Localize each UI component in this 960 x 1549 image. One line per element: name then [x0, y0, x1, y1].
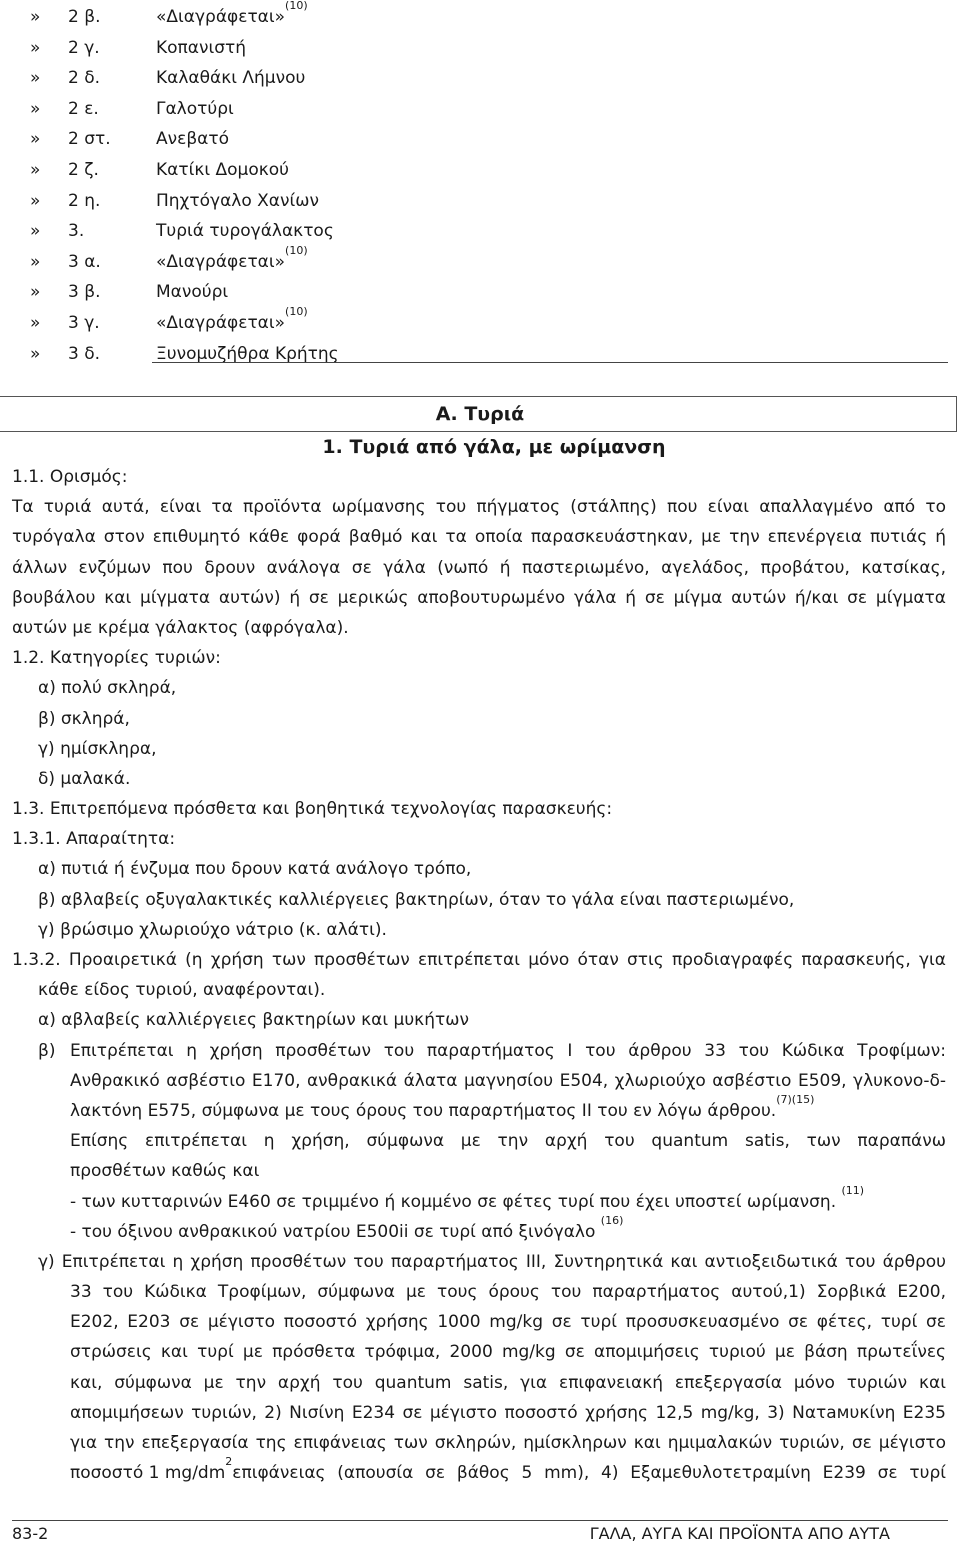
categories-heading: 1.2. Κατηγορίες τυριών: — [12, 648, 221, 669]
toc-arrow: » — [30, 7, 41, 27]
toc-number: 3 α. — [68, 251, 101, 272]
optional-c-line: στρώσεις και τυρί με πρόσθετα τρόφιμα, 2000 mg/kg σε απομιμήσεις τυριού με βάση πρωτεΐνες — [70, 1342, 946, 1363]
optional-c-line: απομιμήσεων τυριών, 2) Νισίνη Ε234 σε μέγιστο ποσοστό χρήσης 12,5 mg/kg, 3) Νατамυκίνη Ε235 — [70, 1402, 946, 1423]
footnote-ref: (10) — [285, 243, 308, 257]
definition-heading: 1.1. Ορισμός: — [12, 467, 128, 487]
toc-title — [156, 155, 289, 186]
optional-c-line: Ε202, Ε203 σε μέγιστο ποσοστό χρήσης 1000 mg/kg σε τυρί προσυσκευασμένο σε φέτες, τυρί σε — [70, 1312, 946, 1333]
optional-b-line: Επιτρέπεται η χρήση προσθέτων του παραρτήματος Ι του άρθρου 33 του Κώδικα Τροφίμων: — [70, 1040, 946, 1061]
toc-number: 2 β. — [68, 7, 101, 27]
footer-divider — [12, 1520, 948, 1521]
toc-arrow: » — [30, 68, 41, 89]
toc-arrow: » — [30, 190, 41, 211]
toc-number: 2 γ. — [68, 37, 100, 58]
toc-arrow: » — [30, 129, 41, 150]
optional-b-text: - των κυτταρινών Ε460 σε τριμμένο ή κομμένο σε φέτες τυρί που έχει υποστεί ωρίμανση. — [70, 1191, 837, 1212]
optional-b-line — [12, 1213, 946, 1247]
toc-arrow: » — [30, 251, 41, 272]
optional-c-line: και, σύμφωνα με την αρχή του quantum satis, για επιφανειακή επεξεργασία μόνο τυριών και — [70, 1372, 946, 1393]
required-item: β) αβλαβείς οξυγαλακτικές καλλιέργειες βακτηρίων, όταν το γάλα είναι παστεριωμένο, — [38, 889, 795, 910]
toc-row — [30, 94, 950, 125]
toc-arrow: » — [30, 37, 41, 58]
toc-title-text: Ανεβατό — [156, 129, 230, 150]
toc-number: 3 δ. — [68, 343, 101, 364]
optional-b-line — [12, 1092, 946, 1126]
optional-b-line — [12, 1183, 946, 1217]
toc-title-text: Καλαθάκι Λήμνου — [156, 68, 306, 89]
toc-title — [156, 339, 339, 370]
required-heading: 1.3.1. Απαραίτητα: — [12, 829, 176, 850]
toc-number: 2 η. — [68, 190, 101, 211]
category-item: β) σκληρά, — [38, 708, 130, 729]
definition-line: βουβάλου και μίγματα αυτών) ή σε μερικώς αποβουτυρωμένο γάλα ή σε μίγμα αυτών ή/και σε μίγματα — [12, 587, 946, 608]
toc-arrow: » — [30, 312, 41, 333]
required-item: α) πυτιά ή ένζυμα που δρουν κατά ανάλογο τρόπο, — [38, 859, 472, 880]
toc-row — [30, 304, 950, 339]
footnote-ref: (7)(15) — [776, 1092, 815, 1106]
toc-title — [156, 33, 246, 64]
category-item: γ) ημίσκληρα, — [38, 738, 157, 759]
optional-b-line: προσθέτων καθώς και — [70, 1161, 260, 1182]
optional-item-a: α) αβλαβείς καλλιέργειες βακτηρίων και μυκήτων — [38, 1010, 469, 1031]
toc-row — [30, 277, 950, 308]
toc-title-text: Πηχτόγαλο Χανίων — [156, 190, 319, 211]
toc-row — [30, 33, 950, 64]
toc-list — [30, 2, 950, 369]
page-number: 83-2 — [12, 1524, 49, 1543]
toc-title-text: Γαλοτύρι — [156, 98, 234, 119]
toc-divider — [152, 362, 948, 363]
document-body — [12, 462, 946, 1488]
toc-title-text: «Διαγράφεται» — [156, 7, 286, 27]
subsection-title: 1. Τυριά από γάλα, με ωρίμανση — [322, 436, 666, 458]
footnote-ref: (16) — [600, 1213, 624, 1227]
toc-number: 2 δ. — [68, 68, 101, 89]
toc-row — [30, 216, 950, 247]
optional-c-line — [12, 1455, 946, 1488]
toc-row — [30, 339, 950, 370]
toc-title — [156, 243, 308, 278]
toc-row — [30, 186, 950, 217]
optional-c-text: ποσοστό 1 mg/dm — [70, 1463, 226, 1484]
toc-title-text: Κατίκι Δομοκού — [156, 159, 290, 180]
toc-row — [30, 124, 950, 155]
superscript: 2 — [225, 1455, 233, 1469]
footnote-ref: (11) — [841, 1183, 865, 1197]
toc-title — [156, 63, 305, 94]
toc-title-text: Τυριά τυρογάλακτος — [156, 221, 334, 242]
toc-number: 3 β. — [68, 282, 101, 303]
footer-title: ΓΑΛΑ, ΑΥΓΑ ΚΑΙ ΠΡΟΪΟΝΤΑ ΑΠΟ ΑΥΤΑ — [589, 1524, 890, 1543]
toc-number: 2 στ. — [68, 129, 111, 150]
optional-b-line: Ανθρακικό ασβέστιο Ε170, ανθρακικά άλατα μαγνησίου Ε504, χλωριούχο ασβέστιο Ε509, γλυκονο-δ- — [70, 1070, 946, 1091]
additives-heading: 1.3. Επιτρεπόμενα πρόσθετα και βοηθητικά τεχνολογίας παρασκευής: — [12, 799, 613, 820]
toc-number: 2 ε. — [68, 98, 99, 119]
toc-arrow: » — [30, 282, 41, 303]
toc-title — [156, 277, 228, 308]
footnote-ref: (10) — [285, 0, 308, 12]
toc-arrow: » — [30, 98, 41, 119]
definition-line: άλλων ενζύμων που δρουν ανάλογα σε γάλα (νωπό ή παστεριωμένο, αγελάδος, προβάτου, κατσίκας, — [12, 557, 946, 578]
toc-number: 3 γ. — [68, 312, 100, 333]
definition-line: αυτών με κρέμα γάλακτος (αφρόγαλα). — [12, 617, 349, 638]
toc-title-text: «Διαγράφεται» — [156, 312, 286, 333]
toc-arrow: » — [30, 159, 41, 180]
optional-c-text: επιφάνειας (απουσία σε βάθος 5 mm), 4) Εξαμεθυλοτετραμίνη Ε239 σε τυρί — [232, 1463, 946, 1484]
category-item: α) πολύ σκληρά, — [38, 678, 177, 699]
optional-b-text: - του όξινου ανθρακικού νατρίου Ε500ii σε τυρί από ξινόγαλο — [70, 1221, 596, 1242]
optional-item-c: γ) Επιτρέπεται η χρήση προσθέτων του παραρτήματος ΙΙΙ, Συντηρητικά και αντιοξειδωτικά του άρθρου — [38, 1251, 946, 1272]
toc-title — [156, 2, 308, 33]
optional-item-b — [12, 1036, 946, 1066]
toc-title-text: Κοπανιστή — [156, 37, 247, 58]
toc-number: 2 ζ. — [68, 159, 99, 180]
footnote-ref: (10) — [285, 304, 308, 318]
toc-title-text: Μανούρι — [156, 282, 229, 303]
toc-title — [156, 216, 334, 247]
toc-title — [156, 124, 229, 155]
toc-row — [30, 63, 950, 94]
toc-number: 3. — [68, 221, 85, 242]
optional-b-line: Επίσης επιτρέπεται η χρήση, σύμφωνα με την αρχή του quantum satis, των παραπάνω — [70, 1131, 946, 1152]
category-item: δ) μαλακά. — [38, 768, 131, 789]
section-title: Α. Τυριά — [435, 403, 525, 425]
optional-c-line: για την επεξεργασία της επιφάνειας των σκληρών, ημίσκληρων και ημιμαλακών τυριών, σε μέγιστο — [70, 1433, 946, 1453]
toc-title — [156, 94, 234, 125]
toc-row — [30, 2, 950, 33]
required-item: γ) βρώσιμο χλωριούχο νάτριο (κ. αλάτι). — [38, 919, 387, 940]
optional-heading-cont: κάθε είδος τυριού, αναφέρονται). — [38, 980, 326, 1001]
optional-heading: 1.3.2. Προαιρετικά (η χρήση των προσθέτων επιτρέπεται μόνο όταν στις προδιαγραφές παρασκευής, για — [12, 950, 946, 970]
toc-arrow: » — [30, 221, 41, 242]
definition-line: Τα τυριά αυτά, είναι τα προϊόντα ωρίμανσης του πήγματος (στάλπης) που είναι απαλλαγμένο από το — [12, 497, 946, 518]
toc-title-text: «Διαγράφεται» — [156, 251, 286, 272]
toc-title — [156, 304, 308, 339]
optional-b-text: λακτόνη Ε575, σύμφωνα με τους όρους του παραρτήματος ΙΙ του εν λόγω άρθρου. — [70, 1100, 777, 1121]
optional-c-line: 33 του Κώδικα Τροφίμων, σύμφωνα με τους όρους του παραρτήματος αυτού,1) Σορβικά Ε200, — [70, 1282, 946, 1303]
toc-arrow: » — [30, 343, 41, 364]
toc-row — [30, 243, 950, 278]
toc-title — [156, 186, 319, 217]
optional-b-label: β) — [38, 1040, 56, 1061]
toc-title-text: Ξυνομυζήθρα Κρήτης — [156, 343, 339, 364]
toc-row — [30, 155, 950, 186]
definition-line: τυρόγαλα στον επιθυμητό κάθε φορά βαθμό και τα οποία παρασκευάστηκαν, με την επενέργεια πυτιάς ή — [12, 527, 946, 548]
